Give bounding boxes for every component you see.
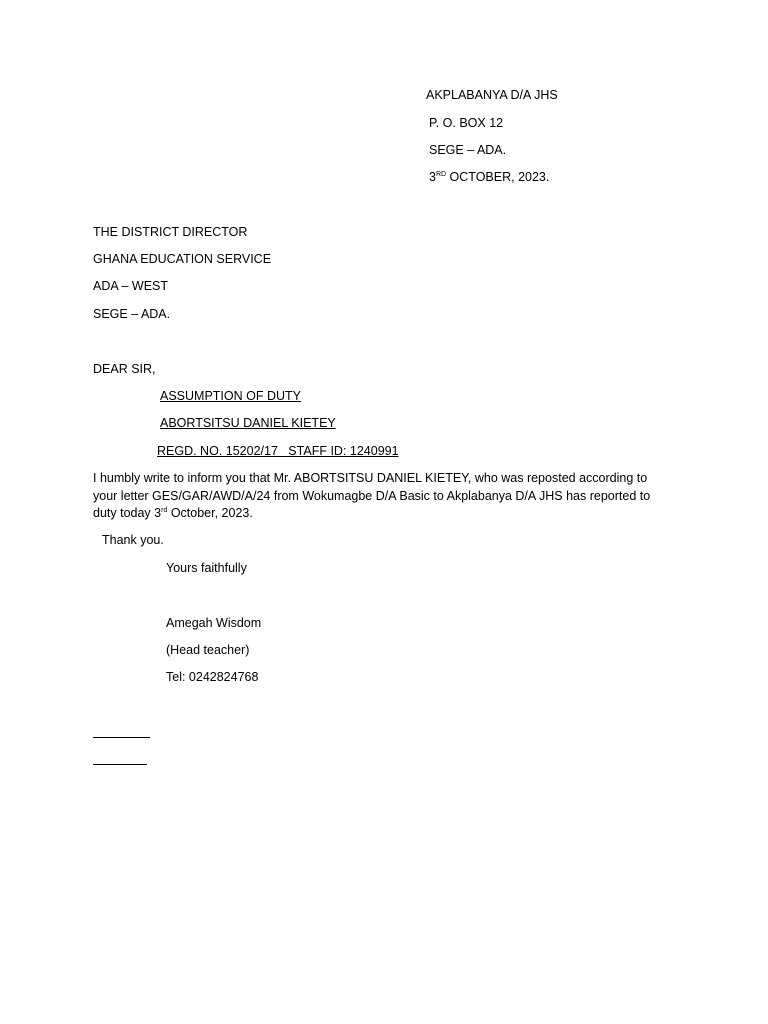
thanks: Thank you. xyxy=(102,533,164,547)
subject-title: ASSUMPTION OF DUTY xyxy=(160,389,301,403)
rule-line-1 xyxy=(93,737,150,738)
signatory-name: Amegah Wisdom xyxy=(166,616,262,630)
subject-name: ABORTSITSU DANIEL KIETEY xyxy=(160,416,336,430)
sender-box: P. O. BOX 12 xyxy=(429,116,504,130)
date-rest: OCTOBER, 2023. xyxy=(446,170,550,184)
signatory-tel: Tel: 0242824768 xyxy=(166,670,259,684)
signatory-title: (Head teacher) xyxy=(166,643,250,657)
rule-line-2 xyxy=(93,764,147,765)
body-suffix: rd xyxy=(161,507,168,514)
recipient-line-1: THE DISTRICT DIRECTOR xyxy=(93,225,248,239)
body-paragraph xyxy=(93,470,673,523)
sender-town: SEGE – ADA. xyxy=(429,143,507,157)
recipient-line-4: SEGE – ADA. xyxy=(93,307,171,321)
subject-reg: REGD. NO. 15202/17 STAFF ID: 1240991 xyxy=(157,444,399,458)
yours-faithfully: Yours faithfully xyxy=(166,561,247,575)
body-text: I humbly write to inform you that Mr. ABORTSITSU DANIEL KIETEY, who was reposted according to your letter GES/GAR/AWD/A/24 from Wokumagbe D/A Basic to Akplabanya D/A JHS has reported to duty today 3 xyxy=(93,471,651,520)
recipient-line-3: ADA – WEST xyxy=(93,279,169,293)
body-text-end: October, 2023. xyxy=(167,506,253,520)
date-day: 3 xyxy=(429,170,436,184)
letter-date xyxy=(429,169,549,186)
salutation: DEAR SIR, xyxy=(93,362,156,376)
date-suffix: RD xyxy=(435,171,447,178)
recipient-line-2: GHANA EDUCATION SERVICE xyxy=(93,252,272,266)
sender-school: AKPLABANYA D/A JHS xyxy=(426,88,558,102)
